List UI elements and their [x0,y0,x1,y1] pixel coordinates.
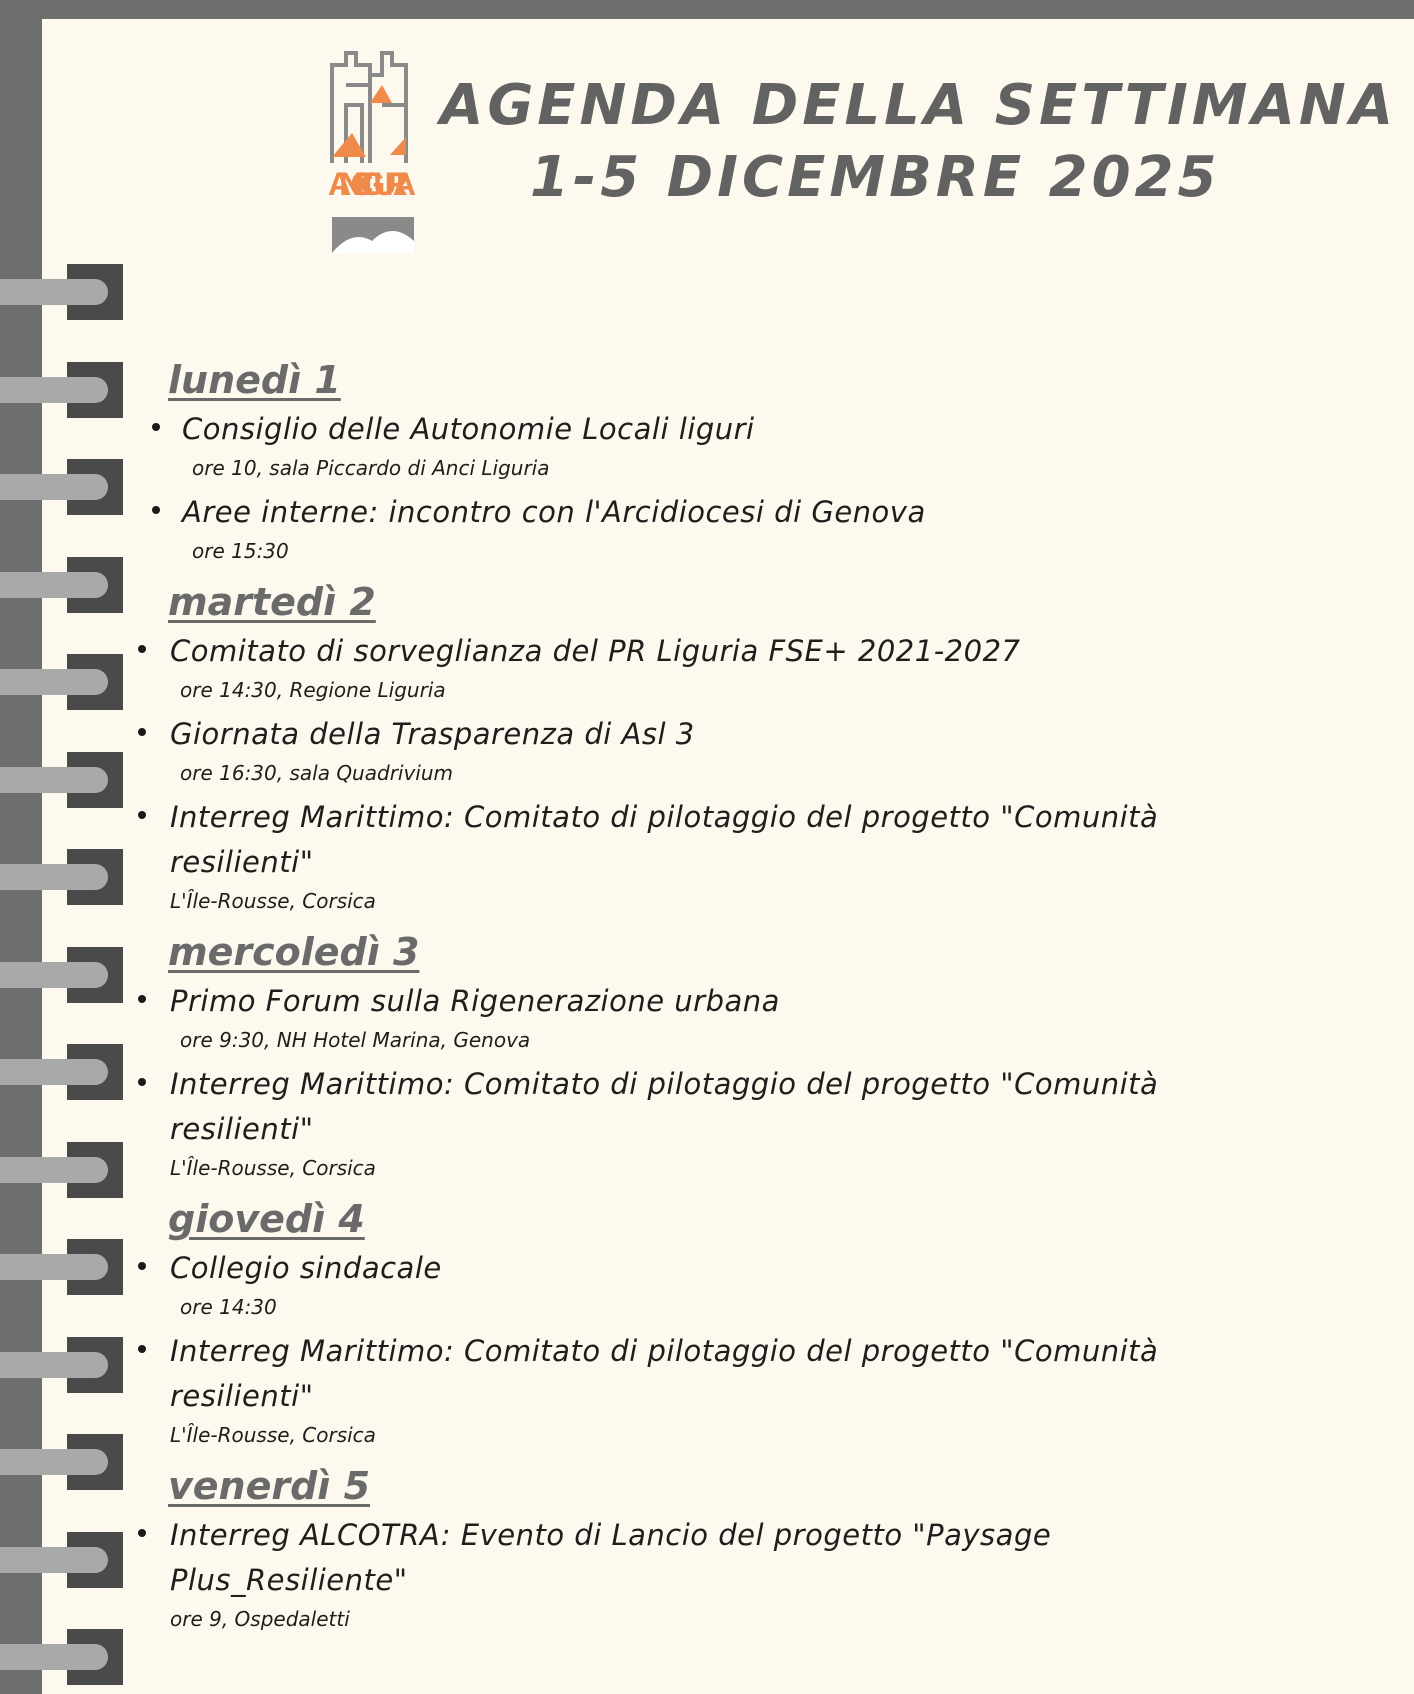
event-detail: L'Île-Rousse, Corsica [170,1156,376,1180]
spiral-ring [0,1337,130,1393]
page-title: AGENDA DELLA SETTIMANA [440,73,1398,138]
event-title: Interreg Marittimo: Comitato di pilotaggio del progetto "Comunità resilienti" [170,1067,1159,1146]
event-detail: ore 15:30 [192,539,289,563]
spiral-ring [0,362,130,418]
day-heading: venerdì 5 [168,1464,371,1508]
day-heading: giovedì 4 [168,1197,365,1241]
day-section [138,355,1288,567]
event-title: Interreg Marittimo: Comitato di pilotaggio del progetto "Comunità resilienti" [170,1334,1159,1413]
event-item [138,407,1288,484]
event-detail: L'Île-Rousse, Corsica [170,1423,376,1447]
event-title: Giornata della Trasparenza di Asl 3 [170,717,695,751]
day-section [138,927,1288,1184]
day-section [138,577,1288,917]
spiral-ring [0,849,130,905]
bullet-icon [138,728,146,736]
event-list [138,979,1288,1184]
bullet-icon [152,506,160,514]
spiral-wire [0,1547,108,1573]
spiral-wire [0,962,108,988]
anci-liguria-logo [326,45,418,255]
event-item [138,490,1288,567]
agenda-list [138,355,1288,1645]
event-title: Comitato di sorveglianza del PR Liguria FSE+ 2021-2027 [170,634,1021,668]
bullet-icon [138,995,146,1003]
event-item [138,979,1288,1056]
event-item [138,1246,1288,1323]
event-title: Interreg Marittimo: Comitato di pilotaggio del progetto "Comunità resilienti" [170,800,1159,879]
day-section [138,1461,1288,1635]
day-heading: mercoledì 3 [168,930,420,974]
spiral-wire [0,1157,108,1183]
spiral-wire [0,1352,108,1378]
event-item [138,629,1288,706]
spiral-wire [0,1449,108,1475]
bullet-icon [138,811,146,819]
bullet-icon [138,1529,146,1537]
spiral-ring [0,947,130,1003]
event-title: Aree interne: incontro con l'Arcidiocesi di Genova [182,495,926,529]
spiral-ring [0,459,130,515]
spiral-ring [0,1532,130,1588]
event-detail: ore 14:30, Regione Liguria [180,678,446,702]
event-detail: ore 10, sala Piccardo di Anci Liguria [192,456,550,480]
logo-text: ANCI LIGURIA [328,166,416,202]
spiral-ring [0,654,130,710]
event-detail: ore 9, Ospedaletti [170,1607,350,1631]
bullet-icon [138,645,146,653]
bullet-icon [152,423,160,431]
event-title: Interreg ALCOTRA: Evento di Lancio del progetto "Paysage Plus_Resiliente" [170,1518,1052,1597]
event-item [138,1329,1288,1451]
spiral-wire [0,377,108,403]
spiral-ring [0,1434,130,1490]
spiral-wire [0,864,108,890]
notebook-spiral-binding [0,0,130,1694]
bullet-icon [138,1262,146,1270]
spiral-wire [0,669,108,695]
spiral-ring [0,1239,130,1295]
spiral-ring [0,264,130,320]
spiral-ring [0,1044,130,1100]
spiral-wire [0,279,108,305]
spiral-wire [0,1059,108,1085]
event-title: Primo Forum sulla Rigenerazione urbana [170,984,780,1018]
event-item [138,1513,1288,1635]
event-item [138,712,1288,789]
event-list [138,407,1288,567]
day-section [138,1194,1288,1451]
event-title: Collegio sindacale [170,1251,442,1285]
spiral-wire [0,767,108,793]
page-subtitle-dates: 1-5 DICEMBRE 2025 [530,145,1221,210]
event-list [138,1513,1288,1635]
spiral-ring [0,557,130,613]
event-detail: ore 14:30 [180,1295,277,1319]
event-detail: ore 16:30, sala Quadrivium [180,761,454,785]
event-detail: ore 9:30, NH Hotel Marina, Genova [180,1028,531,1052]
day-heading: lunedì 1 [168,358,341,402]
event-list [138,629,1288,917]
spiral-ring [0,752,130,808]
spiral-wire [0,1254,108,1280]
spiral-wire [0,1644,108,1670]
event-title: Consiglio delle Autonomie Locali liguri [182,412,755,446]
day-heading: martedì 2 [168,580,376,624]
page-header [440,70,1398,214]
spiral-wire [0,572,108,598]
spiral-wire [0,474,108,500]
event-list [138,1246,1288,1451]
bullet-icon [138,1078,146,1086]
bullet-icon [138,1345,146,1353]
event-item [138,1062,1288,1184]
spiral-ring [0,1629,130,1685]
spiral-ring [0,1142,130,1198]
event-item [138,795,1288,917]
event-detail: L'Île-Rousse, Corsica [170,889,376,913]
